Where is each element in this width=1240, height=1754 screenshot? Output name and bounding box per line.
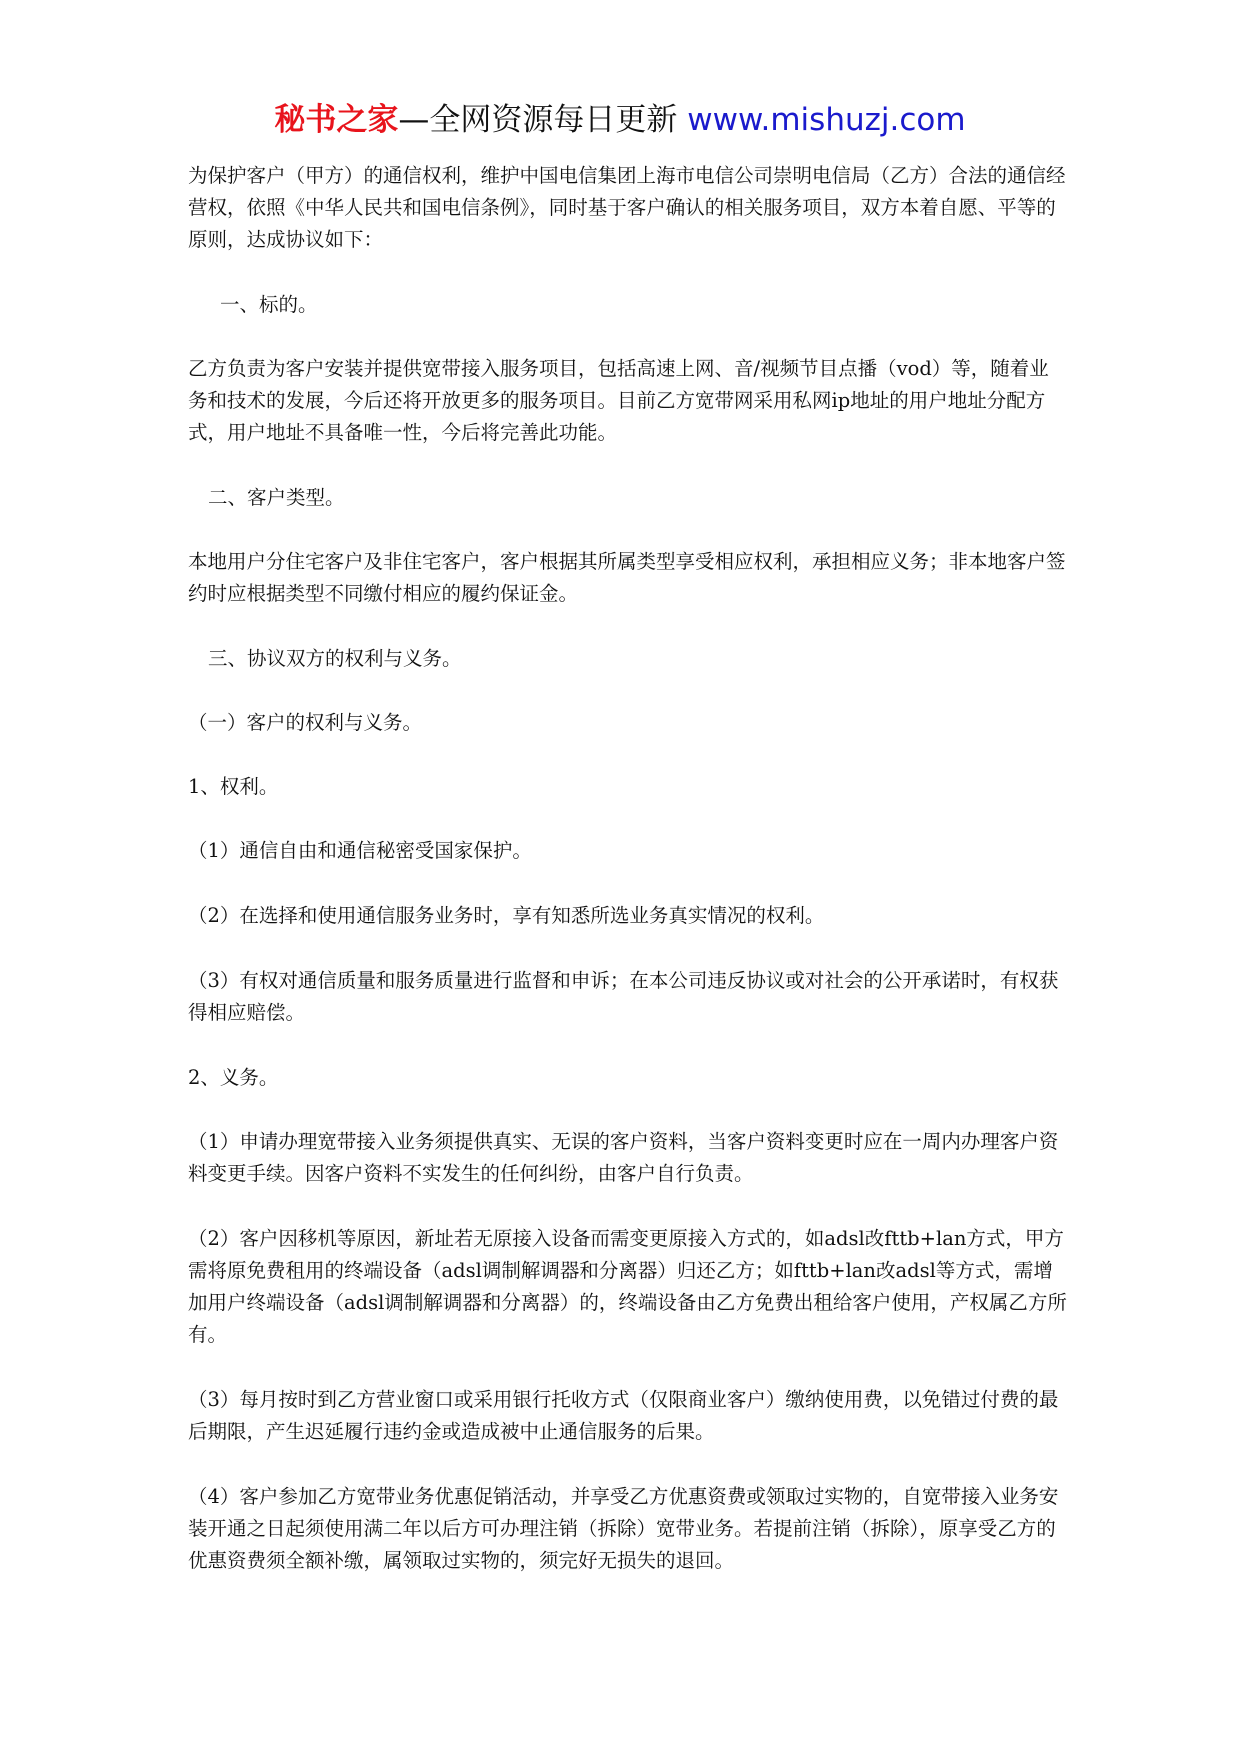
rights-heading: 1、权利。 — [188, 775, 279, 798]
rights-item-1: （1）通信自由和通信秘密受国家保护。 — [188, 839, 532, 862]
obligations-heading: 2、义务。 — [188, 1066, 279, 1089]
intro-paragraph: 为保护客户（甲方）的通信权利，维护中国电信集团上海市电信公司崇明电信局（乙方）合法的通信经营权，依照《中华人民共和国电信条例》，同时基于客户确认的相关服务项目，双方本着自愿、平等的原则，达成协议如下： — [188, 164, 1066, 251]
rights-item-3: （3）有权对通信质量和服务质量进行监督和申诉；在本公司违反协议或对社会的公开承诺时，有权获得相应赔偿。 — [188, 969, 1059, 1024]
rights-item-2: （2）在选择和使用通信服务业务时，享有知悉所选业务真实情况的权利。 — [188, 904, 825, 927]
banner-tagline: —全网资源每日更新 — [398, 102, 688, 138]
section-1-paragraph: 乙方负责为客户安装并提供宽带接入服务项目，包括高速上网、音/视频节目点播（vod）等，随着业务和技术的发展，今后还将开放更多的服务项目。目前乙方宽带网采用私网ip地址的用户地址分配方式，用户地址不具备唯一性，今后将完善此功能。 — [188, 357, 1049, 444]
obligations-item-3: （3）每月按时到乙方营业窗口或采用银行托收方式（仅限商业客户）缴纳使用费，以免错过付费的最后期限，产生迟延履行违约金或造成被中止通信服务的后果。 — [188, 1388, 1059, 1443]
obligations-item-1: （1）申请办理宽带接入业务须提供真实、无误的客户资料，当客户资料变更时应在一周内办理客户资料变更手续。因客户资料不实发生的任何纠纷，由客户自行负责。 — [188, 1130, 1059, 1185]
banner-brand: 秘书之家 — [274, 102, 399, 138]
site-banner — [0, 100, 1240, 140]
section-heading-1: 一、标的。 — [220, 293, 318, 316]
section-heading-2: 二、客户类型。 — [208, 486, 345, 509]
section-heading-3: 三、协议双方的权利与义务。 — [208, 647, 462, 670]
banner-url[interactable]: www.mishuzj.com — [687, 102, 966, 138]
obligations-item-4: （4）客户参加乙方宽带业务优惠促销活动，并享受乙方优惠资费或领取过实物的，自宽带接入业务安装开通之日起须使用满二年以后方可办理注销（拆除）宽带业务。若提前注销（拆除），原享受乙方的优惠资费须全额补缴，属领取过实物的，须完好无损失的退回。 — [188, 1485, 1059, 1572]
document-body — [188, 160, 1068, 1610]
obligations-item-2: （2）客户因移机等原因，新址若无原接入设备而需变更原接入方式的，如adsl改fttb+lan方式，甲方需将原免费租用的终端设备（adsl调制解调器和分离器）归还乙方；如fttb+lan改adsl等方式，需增加用户终端设备（adsl调制解调器和分离器）的，终端设备由乙方免费出租给客户使用，产权属乙方所有。 — [188, 1227, 1067, 1346]
subsection-heading-customer: （一）客户的权利与义务。 — [188, 711, 423, 734]
section-2-paragraph: 本地用户分住宅客户及非住宅客户，客户根据其所属类型享受相应权利，承担相应义务；非本地客户签约时应根据类型不同缴付相应的履约保证金。 — [188, 550, 1066, 605]
